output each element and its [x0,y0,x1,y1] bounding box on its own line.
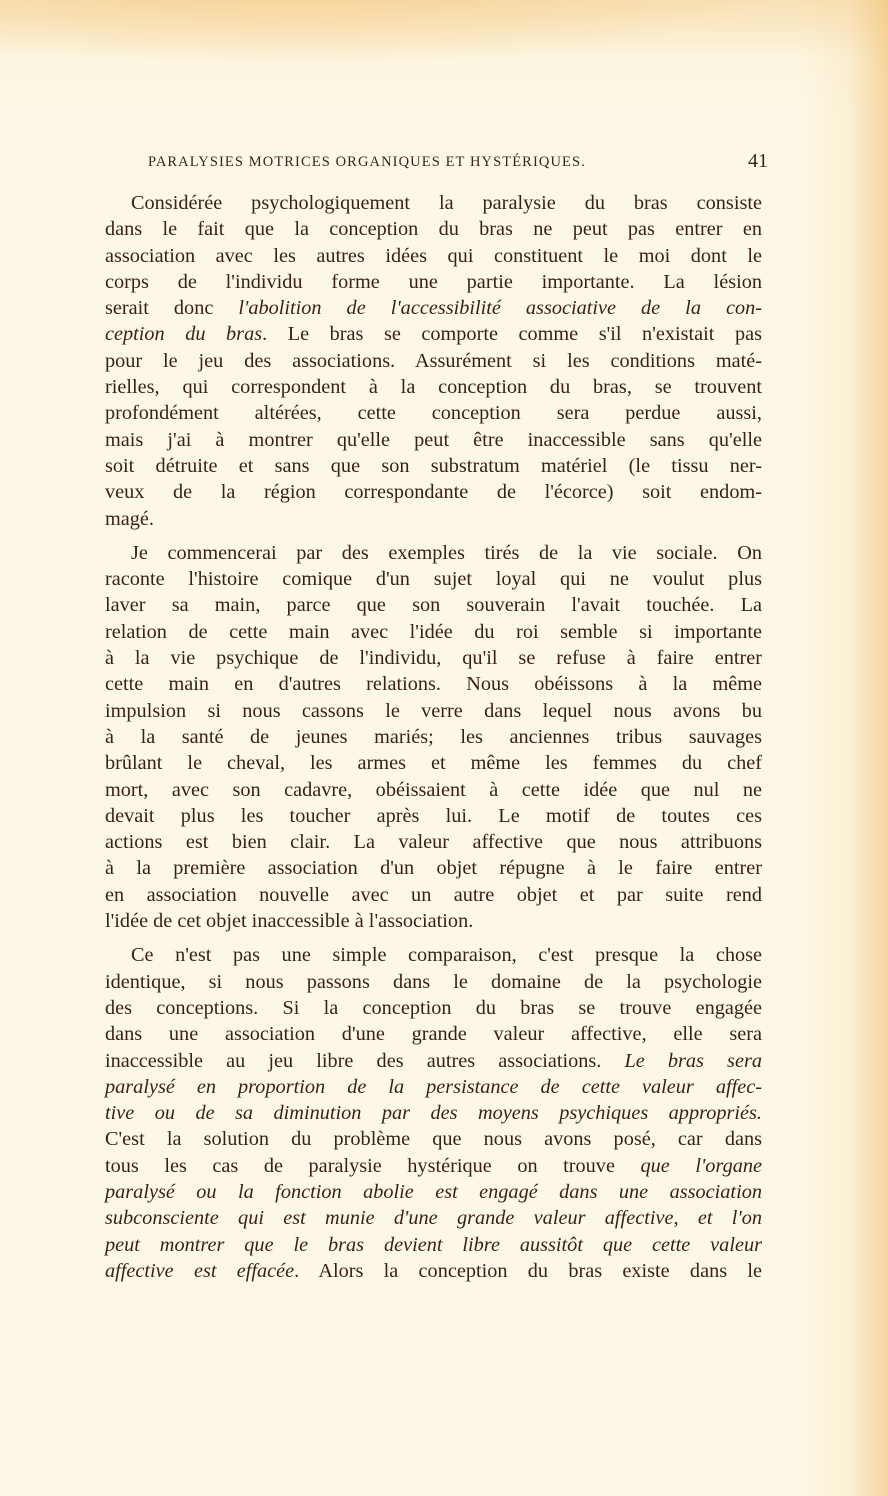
text-run: corps de l'individu forme une partie importante. La lésion [105,270,762,293]
text-line [105,243,762,269]
italic-run: Le bras sera [624,1049,762,1072]
text-run: devait plus les toucher après lui. Le motif de toutes ces [105,804,762,827]
text-run: laver sa main, parce que son souverain l'avait touchée. La [105,594,762,617]
text-line [105,1232,762,1258]
text-line [105,698,762,724]
text-line [105,1205,762,1231]
text-line [105,829,762,855]
text-line [105,190,762,216]
text-run: dans une association d'une grande valeur affective, elle sera [105,1023,762,1046]
text-run: dans le fait que la conception du bras ne peut pas entrer en [105,218,762,241]
paragraph [105,540,762,934]
text-run: raconte l'histoire comique d'un sujet loyal qui ne voulut plus [105,568,762,591]
text-line [105,777,762,803]
text-line [105,216,762,242]
italic-run: subconsciente qui est munie d'une grande valeur affective [105,1207,674,1230]
text-line [105,803,762,829]
italic-run: et l'on [697,1207,763,1230]
text-run: tous les cas de paralysie hystérique on trouve [105,1154,641,1177]
text-line [105,348,762,374]
text-run: magé. [105,507,154,530]
text-line [105,506,762,532]
text-run: identique, si nous passons dans le domaine de la psychologie [105,970,762,993]
paragraph [105,190,762,532]
italic-run: peut montrer que le bras devient libre aussitôt que cette valeur [105,1233,762,1256]
text-line [105,1100,762,1126]
text-run: Considérée psychologiquement la paralysie du bras consiste [131,192,762,214]
text-line [105,479,762,505]
text-line [105,942,762,968]
text-run: à la santé de jeunes mariés; les anciennes tribus sauvages [105,725,762,748]
text-line [105,969,762,995]
text-run: à la vie psychique de l'individu, qu'il se refuse à faire entrer [105,647,762,670]
text-line [105,1074,762,1100]
italic-run: ception du bras [105,323,263,346]
italic-run: affective est effacée [105,1259,295,1282]
text-line [105,566,762,592]
text-run: l'idée de cet objet inaccessible à l'association. [105,910,474,933]
text-line [105,321,762,347]
text-run: mais j'ai à montrer qu'elle peut être inaccessible sans qu'elle [105,428,762,451]
text-line [105,1153,762,1179]
page-number: 41 [748,150,768,172]
text-run: serait donc [105,297,239,320]
text-line [105,1126,762,1152]
running-header [148,150,768,176]
text-run: cette main en d'autres relations. Nous obéissons à la même [105,673,762,696]
text-run: impulsion si nous cassons le verre dans lequel nous avons bu [105,699,762,722]
italic-run: l'abolition de l'accessibilité associative de la con- [238,297,762,320]
text-run: inaccessible au jeu libre des autres associations. [105,1049,625,1072]
text-run: à la première association d'un objet répugne à le faire entrer [105,857,762,880]
text-run: soit détruite et sans que son substratum matériel (le tissu ner- [105,454,762,477]
text-line [105,619,762,645]
running-title: PARALYSIES MOTRICES ORGANIQUES ET HYSTÉRIQUES. [148,154,586,170]
text-run: brûlant le cheval, les armes et même les femmes du chef [105,752,762,775]
text-run: association avec les autres idées qui constituent le moi dont le [105,244,762,267]
text-run: pour le jeu des associations. Assurément si les conditions maté- [105,349,762,372]
text-line [105,295,762,321]
text-line [105,1048,762,1074]
text-line [105,374,762,400]
text-line [105,855,762,881]
text-line [105,882,762,908]
text-line [105,908,762,934]
text-line [105,645,762,671]
text-run: Ce n'est pas une simple comparaison, c'est presque la chose [131,944,762,967]
text-line [105,1021,762,1047]
text-line [105,671,762,697]
text-run: en association nouvelle avec un autre objet et par suite rend [105,883,762,906]
text-run: mort, avec son cadavre, obéissaient à cette idée que nul ne [105,778,762,801]
text-run: C'est la solution du problème que nous avons posé, car dans [105,1128,762,1151]
text-run: des conceptions. Si la conception du bras se trouve engagée [105,996,762,1019]
italic-run: tive ou de sa diminution par des moyens psychiques appropriés. [105,1102,762,1125]
text-line [105,269,762,295]
text-line [105,1179,762,1205]
text-run: . Alors la conception du bras existe dans le [294,1259,762,1282]
text-run: actions est bien clair. La valeur affective que nous attribuons [105,831,762,854]
text-line [105,750,762,776]
text-run: Je commencerai par des exemples tirés de la vie sociale. On [131,541,762,564]
text-run: profondément altérées, cette conception sera perdue aussi, [105,402,762,425]
text-run: veux de la région correspondante de l'écorce) soit endom- [105,481,762,504]
italic-run: paralysé en proportion de la persistance de cette valeur affec- [105,1075,762,1098]
text-line [105,540,762,566]
paragraph [105,942,762,1284]
text-run: relation de cette main avec l'idée du roi semble si importante [105,620,762,643]
text-line [105,1258,762,1284]
italic-run: paralysé ou la fonction abolie est engagé dans une association [105,1180,762,1203]
body-text [105,190,762,1292]
text-run: rielles, qui correspondent à la conception du bras, se trouvent [105,376,762,399]
text-line [105,724,762,750]
text-line [105,995,762,1021]
text-run: , [673,1207,698,1230]
text-line [105,400,762,426]
text-line [105,427,762,453]
text-line [105,592,762,618]
text-run: . Le bras se comporte comme s'il n'existait pas [262,323,762,346]
italic-run: que l'organe [640,1154,763,1177]
text-line [105,453,762,479]
